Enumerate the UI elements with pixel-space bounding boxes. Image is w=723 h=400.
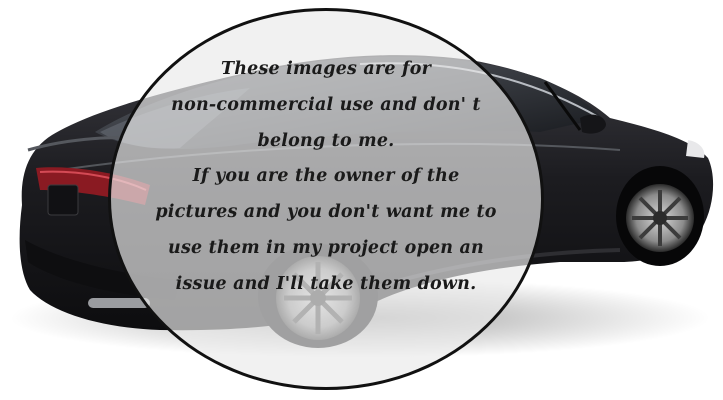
disclaimer-line: pictures and you don't want me to (155, 202, 497, 223)
disclaimer-line: use them in my project open an (168, 237, 484, 258)
disclaimer-line: non-commercial use and don' t (171, 94, 481, 115)
disclaimer-line: belong to me. (257, 130, 395, 151)
disclaimer-line: These images are for (221, 59, 431, 79)
disclaimer-line: issue and I'll take them down. (175, 273, 477, 294)
disclaimer-text (118, 52, 534, 303)
disclaimer-line: If you are the owner of the (192, 166, 460, 187)
